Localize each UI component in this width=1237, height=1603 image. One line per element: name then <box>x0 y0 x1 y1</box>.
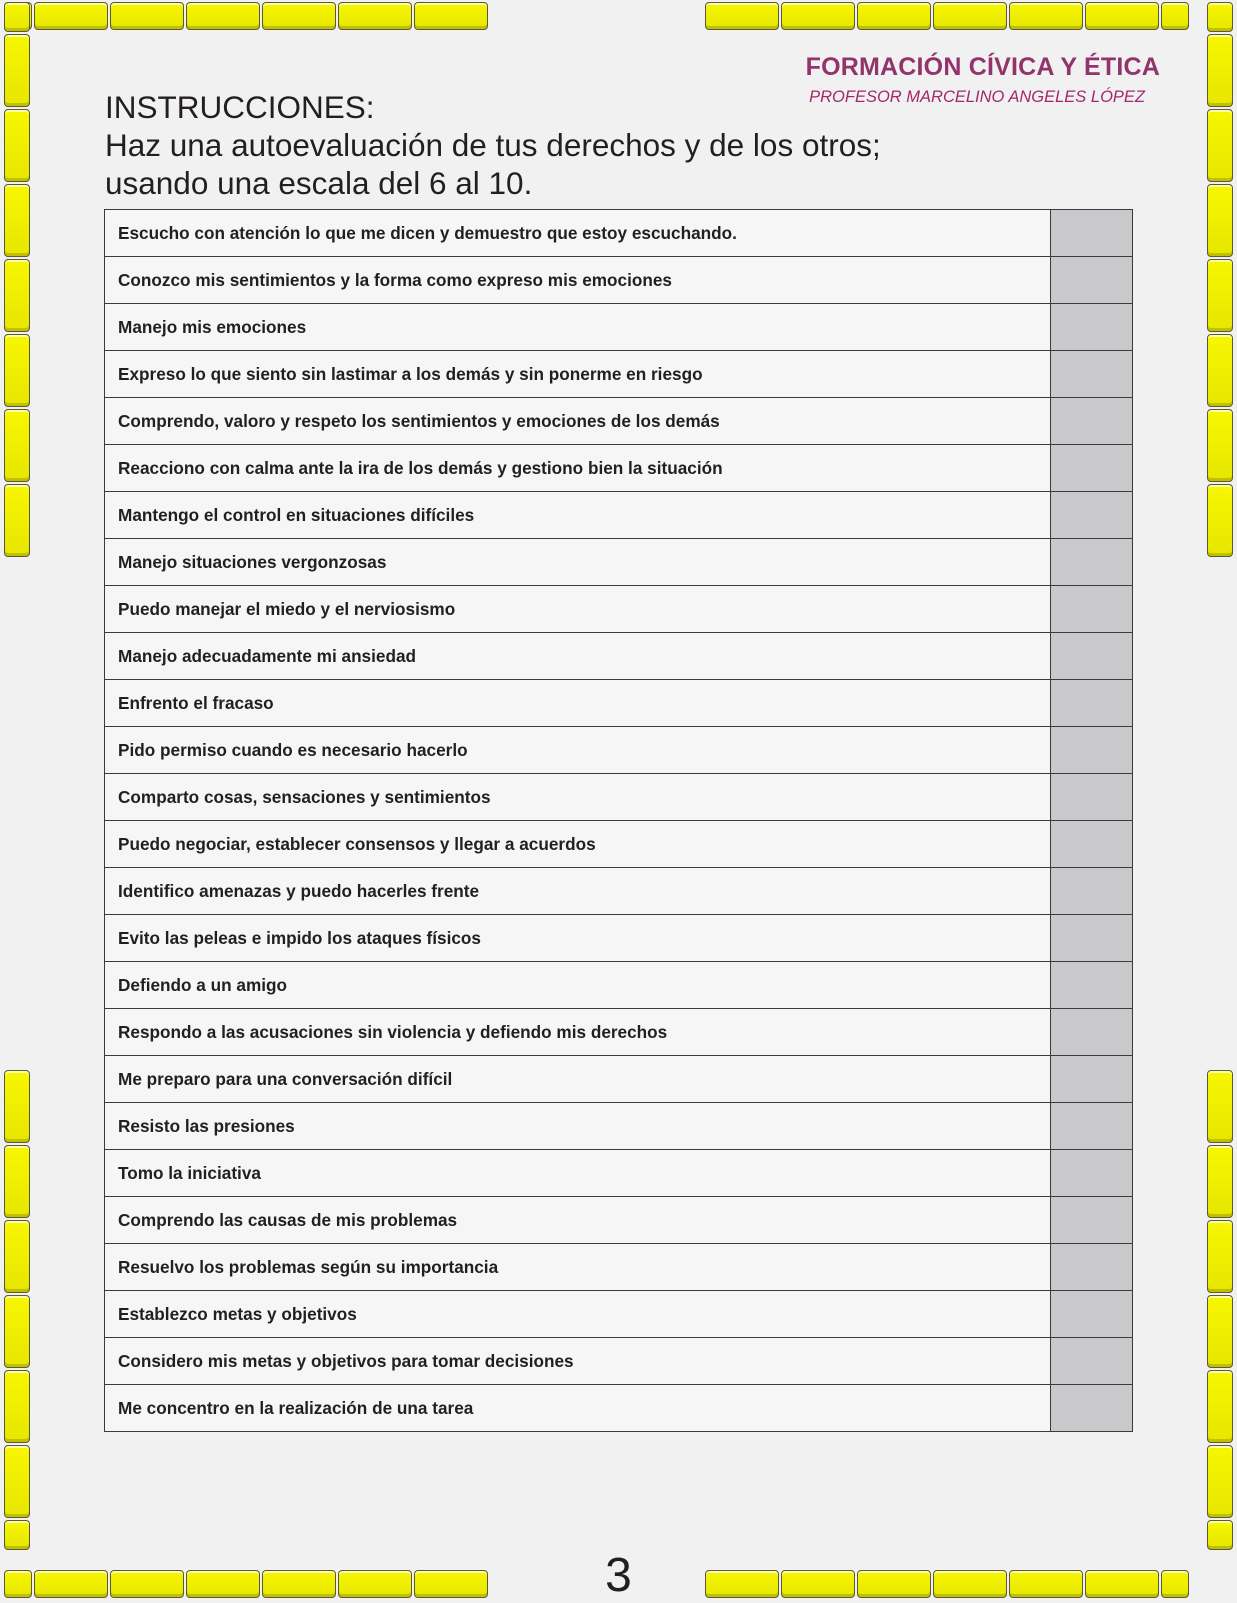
statement-text: Comprendo, valoro y respeto los sentimientos y emociones de los demás <box>105 398 1051 445</box>
table-row <box>105 633 1133 680</box>
score-cell[interactable] <box>1051 1291 1133 1338</box>
table-row <box>105 962 1133 1009</box>
left-upper-border <box>4 2 30 557</box>
statement-text: Respondo a las acusaciones sin violencia y defiendo mis derechos <box>105 1009 1051 1056</box>
table-row <box>105 1103 1133 1150</box>
statement-text: Puedo manejar el miedo y el nerviosismo <box>105 586 1051 633</box>
score-cell[interactable] <box>1051 1056 1133 1103</box>
score-cell[interactable] <box>1051 586 1133 633</box>
score-cell[interactable] <box>1051 774 1133 821</box>
teacher-name: PROFESOR MARCELINO ANGELES LÓPEZ <box>809 88 1145 106</box>
table-row <box>105 1338 1133 1385</box>
statement-text: Reacciono con calma ante la ira de los demás y gestiono bien la situación <box>105 445 1051 492</box>
statement-text: Considero mis metas y objetivos para tomar decisiones <box>105 1338 1051 1385</box>
table-row <box>105 257 1133 304</box>
table-row <box>105 680 1133 727</box>
statement-text: Mantengo el control en situaciones difíciles <box>105 492 1051 539</box>
right-lower-border <box>1207 1070 1233 1550</box>
score-cell[interactable] <box>1051 1385 1133 1432</box>
instructions-block <box>105 88 881 202</box>
instructions-line-2: usando una escala del 6 al 10. <box>105 165 533 201</box>
score-cell[interactable] <box>1051 821 1133 868</box>
table-row <box>105 1291 1133 1338</box>
score-cell[interactable] <box>1051 1009 1133 1056</box>
statement-text: Tomo la iniciativa <box>105 1150 1051 1197</box>
self-evaluation-table <box>104 209 1133 1432</box>
table-row <box>105 539 1133 586</box>
score-cell[interactable] <box>1051 539 1133 586</box>
statement-text: Pido permiso cuando es necesario hacerlo <box>105 727 1051 774</box>
score-cell[interactable] <box>1051 398 1133 445</box>
statement-text: Manejo situaciones vergonzosas <box>105 539 1051 586</box>
score-cell[interactable] <box>1051 680 1133 727</box>
statement-text: Conozco mis sentimientos y la forma como expreso mis emociones <box>105 257 1051 304</box>
score-cell[interactable] <box>1051 868 1133 915</box>
statement-text: Establezco metas y objetivos <box>105 1291 1051 1338</box>
score-cell[interactable] <box>1051 1150 1133 1197</box>
statement-text: Manejo mis emociones <box>105 304 1051 351</box>
statement-text: Evito las peleas e impido los ataques físicos <box>105 915 1051 962</box>
table-row <box>105 1056 1133 1103</box>
table-row <box>105 586 1133 633</box>
table-row <box>105 492 1133 539</box>
score-cell[interactable] <box>1051 962 1133 1009</box>
table-row <box>105 1009 1133 1056</box>
statement-text: Me concentro en la realización de una tarea <box>105 1385 1051 1432</box>
statement-text: Expreso lo que siento sin lastimar a los demás y sin ponerme en riesgo <box>105 351 1051 398</box>
table-row <box>105 351 1133 398</box>
table-row <box>105 304 1133 351</box>
score-cell[interactable] <box>1051 445 1133 492</box>
instructions-line-1: Haz una autoevaluación de tus derechos y de los otros; <box>105 127 881 163</box>
score-cell[interactable] <box>1051 492 1133 539</box>
subject-title: FORMACIÓN CÍVICA Y ÉTICA <box>805 53 1160 81</box>
table-row <box>105 398 1133 445</box>
score-cell[interactable] <box>1051 1338 1133 1385</box>
left-lower-border <box>4 1070 30 1550</box>
statement-text: Defiendo a un amigo <box>105 962 1051 1009</box>
instructions-heading: INSTRUCCIONES: <box>105 89 375 125</box>
statement-text: Comprendo las causas de mis problemas <box>105 1197 1051 1244</box>
statement-text: Enfrento el fracaso <box>105 680 1051 727</box>
statement-text: Manejo adecuadamente mi ansiedad <box>105 633 1051 680</box>
table-row <box>105 821 1133 868</box>
score-cell[interactable] <box>1051 915 1133 962</box>
table-row <box>105 1150 1133 1197</box>
table-row <box>105 1385 1133 1432</box>
score-cell[interactable] <box>1051 351 1133 398</box>
table-row <box>105 445 1133 492</box>
statement-text: Comparto cosas, sensaciones y sentimientos <box>105 774 1051 821</box>
table-row <box>105 1197 1133 1244</box>
table-row <box>105 1244 1133 1291</box>
statement-text: Puedo negociar, establecer consensos y llegar a acuerdos <box>105 821 1051 868</box>
table-row <box>105 915 1133 962</box>
top-right-border <box>705 2 1189 30</box>
top-left-border <box>4 2 488 30</box>
statement-text: Identifico amenazas y puedo hacerles frente <box>105 868 1051 915</box>
statement-text: Resisto las presiones <box>105 1103 1051 1150</box>
score-cell[interactable] <box>1051 257 1133 304</box>
statement-text: Resuelvo los problemas según su importancia <box>105 1244 1051 1291</box>
table-row <box>105 868 1133 915</box>
score-cell[interactable] <box>1051 727 1133 774</box>
score-cell[interactable] <box>1051 1244 1133 1291</box>
score-cell[interactable] <box>1051 210 1133 257</box>
statement-text: Me preparo para una conversación difícil <box>105 1056 1051 1103</box>
table-row <box>105 774 1133 821</box>
table-row <box>105 727 1133 774</box>
page-number: 3 <box>605 1549 632 1602</box>
score-cell[interactable] <box>1051 304 1133 351</box>
score-cell[interactable] <box>1051 1103 1133 1150</box>
statement-text: Escucho con atención lo que me dicen y demuestro que estoy escuchando. <box>105 210 1051 257</box>
right-upper-border <box>1207 2 1233 557</box>
score-cell[interactable] <box>1051 633 1133 680</box>
score-cell[interactable] <box>1051 1197 1133 1244</box>
table-row <box>105 210 1133 257</box>
